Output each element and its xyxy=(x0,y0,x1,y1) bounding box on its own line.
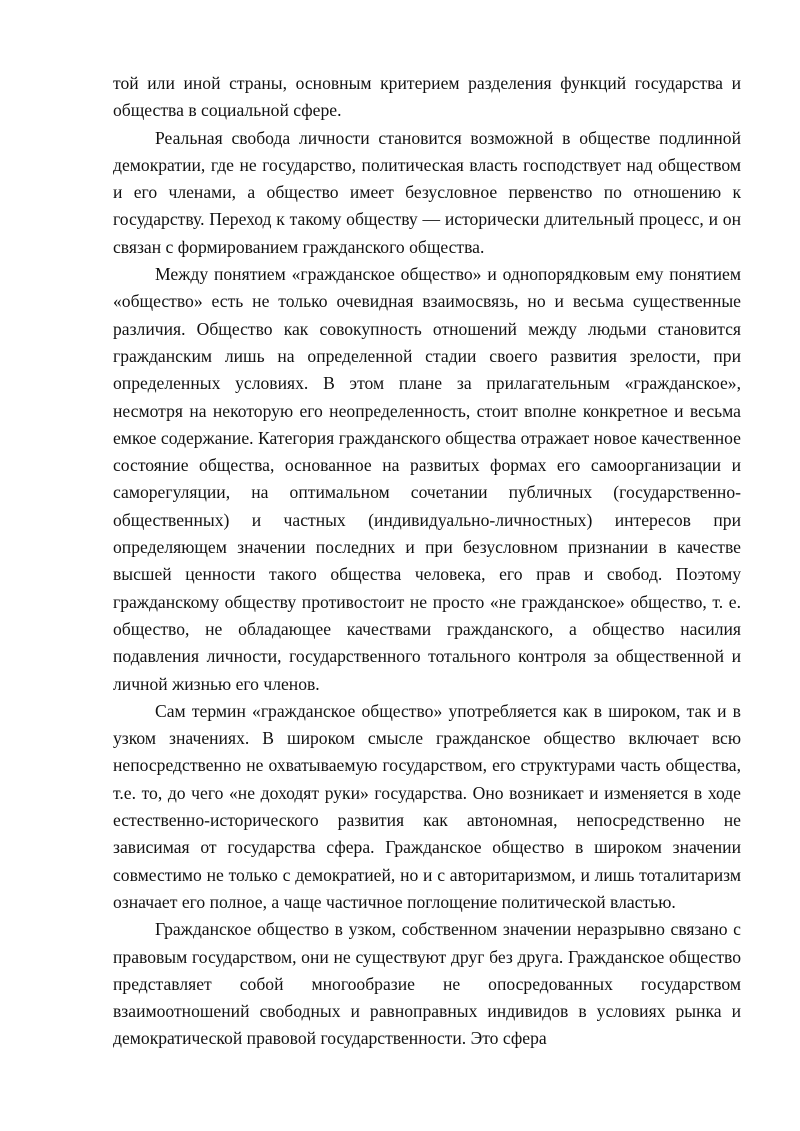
paragraph-freedom: Реальная свобода личности становится возможной в обществе подлинной демократии, где не государство, политическая власть господствует над обществом и его членами, а общество имеет безусловное первенство по отношению к государству. Переход к такому обществу — исторически длительный процесс, и он связан с формированием гражданского общества. xyxy=(113,127,741,257)
document-page xyxy=(113,70,741,1053)
paragraph-narrow-meaning: Гражданское общество в узком, собственном значении неразрывно связано с правовым государством, они не существуют друг без друга. Гражданское общество представляет собой многообразие не опосредованных государством взаимоотношений свободных и равноправных индивидов в условиях рынка и демократической правовой государственности. Это сфера xyxy=(113,919,741,1049)
paragraph-concepts: Между понятием «гражданское общество» и однопорядковым ему понятием «общество» есть не только очевидная взаимосвязь, но и весьма существенные различия. Общество как совокупность отношений между людьми становится гражданским лишь на определенной стадии своего развития зрелости, при определенных условиях. В этом плане за прилагательным «гражданское», несмотря на некоторую его неопределенность, стоит вполне конкретное и весьма емкое содержание. Категория гражданского общества отражает новое качественное состояние общества, основанное на развитых формах его самоорганизации и саморегуляции, на оптимальном сочетании публичных (государственно-общественных) и частных (индивидуально-личностных) интересов при определяющем значении последних и при безусловном признании в качестве высшей ценности такого общества человека, его прав и свобод. Поэтому гражданскому обществу противостоит не просто «не гражданское» общество, т. е. общество, не обладающее качествами гражданского, а общество насилия подавления личности, государственного тотального контроля за общественной и личной жизнью его членов. xyxy=(113,264,741,694)
paragraph-term-meanings: Сам термин «гражданское общество» употребляется как в широком, так и в узком значениях. В широком смысле гражданское общество включает всю непосредственно не охватываемую государством, его структурами часть общества, т.е. то, до чего «не доходят руки» государства. Оно возникает и изменяется в ходе естественно-исторического развития как автономная, непосредственно не зависимая от государства сфера. Гражданское общество в широком значении совместимо не только с демократией, но и с авторитаризмом, и лишь тоталитаризм означает его полное, а чаще частичное поглощение политической властью. xyxy=(113,700,741,912)
paragraph-continuation: той или иной страны, основным критерием разделения функций государства и общества в социальной сфере. xyxy=(113,73,741,121)
